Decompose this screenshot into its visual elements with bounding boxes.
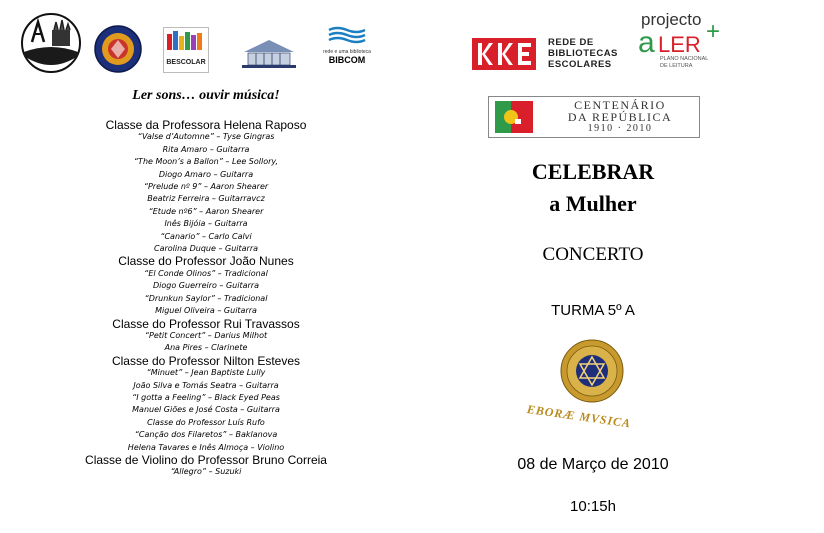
rbe-line3: ESCOLARES: [548, 59, 612, 70]
program-list: [0, 119, 412, 479]
program-entry: Rita Amaro – Guitarra: [162, 144, 250, 154]
rbe-line2: BIBLIOTECAS: [548, 48, 618, 59]
centenario-line3: 1910 · 2010: [587, 123, 653, 134]
pnl-line2: DE LEITURA: [660, 63, 693, 69]
program-entry: “Valse d’Automne” – Tyse Gingras: [137, 132, 275, 142]
program-entry: “The Moon’s a Ballon” – Lee Sollory,: [133, 157, 279, 167]
program-class-heading: Classe do Professor Nilton Esteves: [111, 353, 301, 368]
program-entry: Inês Bijóia – Guitarra: [164, 219, 248, 229]
program-class-heading: Classe de Violino do Professor Bruno Correia: [85, 452, 327, 467]
program-entry: “Canção dos Filaretos” – Baklanova: [134, 430, 278, 440]
projecto-text: projecto: [641, 10, 702, 29]
musica-seal-icon: [559, 338, 625, 404]
ler-word: LER: [658, 32, 701, 57]
event-time: 10:15h: [570, 498, 616, 515]
program-entry: Miguel Oliveira – Guitarra: [155, 306, 257, 316]
bibcom-text: BIBCOM: [328, 55, 366, 65]
program-entry: Diogo Amaro – Guitarra: [158, 169, 254, 179]
ler-a-letter: a: [638, 26, 655, 59]
event-title: [412, 156, 774, 220]
program-entry: Ana Pires – Clarinete: [164, 343, 248, 353]
event-date: 08 de Março de 2010: [517, 456, 669, 473]
program-entry: Beatriz Ferreira – Guitarravcz: [147, 194, 265, 204]
centenario-line2: DA REPÚBLICA: [567, 110, 673, 124]
bibcom-logo: [323, 26, 371, 66]
books-graphic: [164, 28, 208, 54]
pnl-line1: PLANO NACIONAL: [660, 56, 709, 62]
program-entry: “Prelude nº 9” – Aaron Shearer: [143, 182, 269, 192]
program-entry: Classe do Professor Luís Rufo: [147, 417, 265, 427]
program-class-heading: Classe do Professor João Nunes: [118, 254, 294, 269]
program-entry: “Etude nº6” – Aaron Shearer: [148, 206, 264, 216]
centenario-republica-logo: [488, 96, 700, 138]
program-entry: “Minuet” – Jean Baptiste Lully: [146, 368, 266, 378]
program-entry: Manuel Giões e José Costa – Guitarra: [132, 405, 280, 415]
ler-plus-icon: +: [706, 18, 721, 45]
program-class-heading: Classe da Professora Helena Raposo: [105, 118, 307, 132]
rbe-line1: REDE DE: [548, 37, 594, 48]
centenario-line1: CENTENÁRIO: [574, 98, 666, 112]
program-entry: Helena Tavares e Inês Almoça – Violino: [127, 442, 285, 452]
program-entry: “Canario” – Carlo Calvi: [160, 231, 252, 241]
program-title: Ler sons… ouvir música!: [132, 88, 280, 103]
rbe-logo-mark: [472, 38, 536, 70]
program-entry: “Petit Concert” – Darius Milhot: [144, 330, 268, 340]
eborae-text: EBORÆ MVSICA: [526, 402, 633, 431]
concerto-heading: CONCERTO: [542, 244, 644, 265]
program-entry: João Silva e Tomás Seatra – Guitarra: [133, 380, 279, 390]
bibcom-small-text: rede e uma biblioteca: [323, 49, 371, 55]
rbe-logo-text: [548, 37, 618, 70]
program-entry: “I gotta a Feeling” – Black Eyed Peas: [132, 392, 280, 402]
school-emblem-logo: [20, 12, 82, 74]
program-entry: “Allegro” – Suzuki: [170, 467, 242, 477]
flag-emblem-icon: [495, 101, 535, 133]
event-title-line1: CELEBRAR: [531, 159, 655, 184]
event-title-line2: a Mulher: [549, 191, 637, 216]
program-entry: Carolina Duque – Guitarra: [153, 244, 259, 254]
program-entry: “El Conde Olinos” – Tradicional: [144, 268, 268, 278]
biblioteca-escolar-logo: [163, 27, 209, 73]
eborae-musica-logo: [528, 338, 644, 436]
waves-graphic: [327, 26, 367, 44]
program-entry: “Drunkun Saylor” – Tradicional: [144, 293, 268, 303]
biblioteca-escolar-text: BESCOLAR: [166, 59, 206, 66]
turma-label: TURMA 5º A: [551, 302, 635, 319]
school-round-logo: [93, 24, 143, 74]
program-entry: Diogo Guerreiro – Guitarra: [153, 281, 259, 291]
projecto-ler-logo: [638, 10, 728, 72]
program-class-heading: Classe do Professor Rui Travassos: [112, 316, 300, 331]
library-building-logo: [238, 38, 300, 70]
